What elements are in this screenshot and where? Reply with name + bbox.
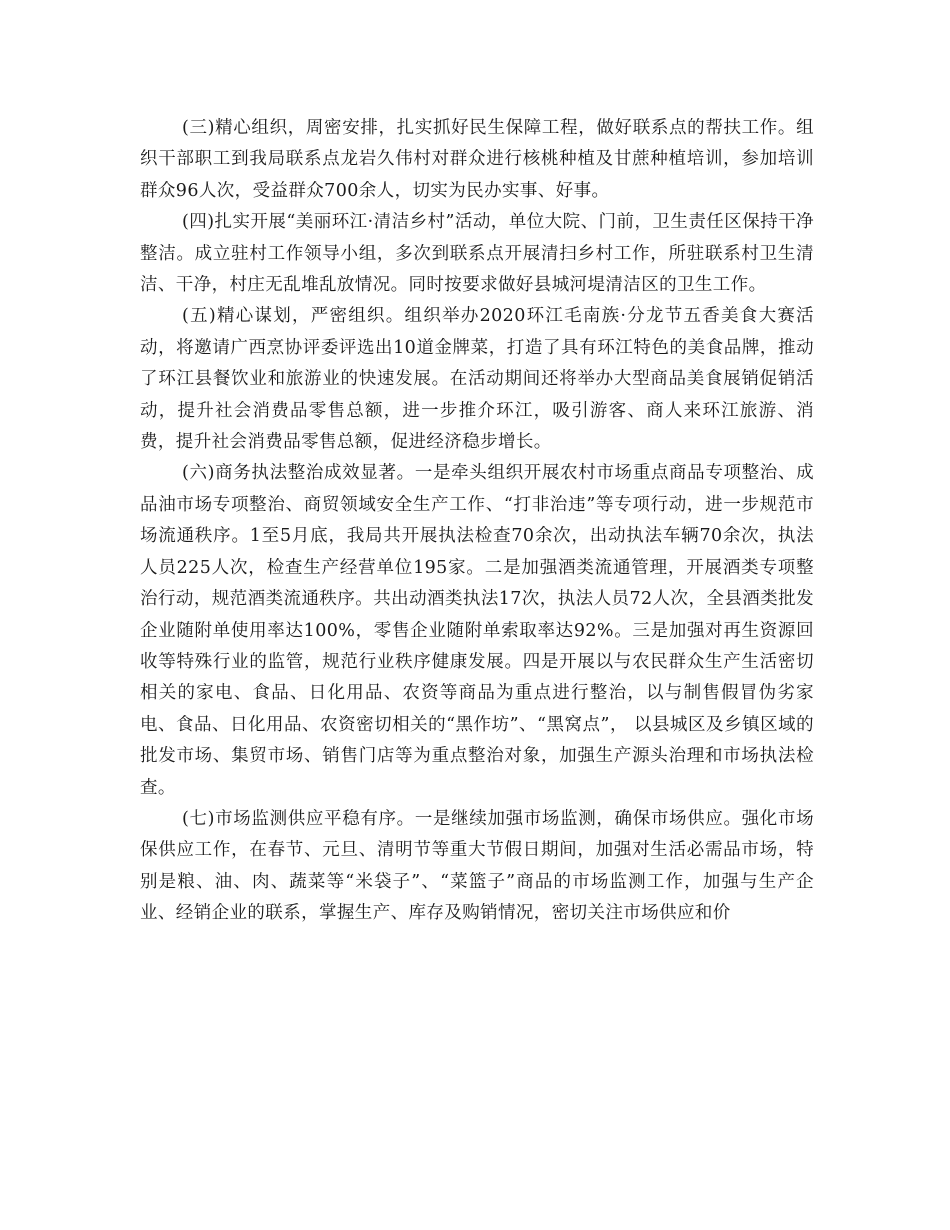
paragraph-section-6: (六)商务执法整治成效显著。一是牵头组织开展农村市场重点商品专项整治、成品油市场专项整治、商贸领域安全生产工作、“打非治违”等专项行动，进一步规范市场流通秩序。1至5月底，我局共开展执法检查70余次，出动执法车辆70余次，执法人员225人次，检查生产经营单位195家。二是加强酒类流通管理，开展酒类专项整治行动，规范酒类流通秩序。共出动酒类执法17次，执法人员72人次，全县酒类批发企业随附单使用率达100%，零售企业随附单索取率达92%。三是加强对再生资源回收等特殊行业的监管，规范行业秩序健康发展。四是开展以与农民群众生产生活密切相关的家电、食品、日化用品、农资等商品为重点进行整治，以与制售假冒伪劣家电、食品、日化用品、农资密切相关的“黑作坊”、“黑窝点”， 以县城区及乡镇区域的批发市场、集贸市场、销售门店等为重点整治对象，加强生产源头治理和市场执法检查。 (140, 463, 814, 798)
paragraph-section-7: (七)市场监测供应平稳有序。一是继续加强市场监测，确保市场供应。强化市场保供应工作，在春节、元旦、清明节等重大节假日期间，加强对生活必需品市场，特别是粮、油、肉、蔬菜等“米袋子”、“菜篮子”商品的市场监测工作，加强与生产企业、经销企业的联系，掌握生产、库存及购销情况，密切关注市场供应和价 (140, 808, 814, 924)
paragraph-section-5: (五)精心谋划，严密组织。组织举办2020环江毛南族·分龙节五香美食大赛活动，将邀请广西烹协评委评选出10道金牌菜，打造了具有环江特色的美食品牌，推动了环江县餐饮业和旅游业的快速发展。在活动期间还将举办大型商品美食展销促销活动，提升社会消费品零售总额，进一步推介环江，吸引游客、商人来环江旅游、消费，提升社会消费品零售总额，促进经济稳步增长。 (140, 306, 814, 453)
paragraph-section-4: (四)扎实开展“美丽环江·清洁乡村”活动，单位大院、门前，卫生责任区保持干净整洁。成立驻村工作领导小组，多次到联系点开展清扫乡村工作，所驻联系村卫生清洁、干净，村庄无乱堆乱放情况。同时按要求做好县城河堤清洁区的卫生工作。 (140, 212, 814, 296)
paragraph-section-3: (三)精心组织，周密安排，扎实抓好民生保障工程，做好联系点的帮扶工作。组织干部职工到我局联系点龙岩久伟村对群众进行核桃种植及甘蔗种植培训，参加培训群众96人次，受益群众700余人，切实为民办实事、好事。 (140, 118, 814, 201)
document-body (140, 113, 814, 930)
